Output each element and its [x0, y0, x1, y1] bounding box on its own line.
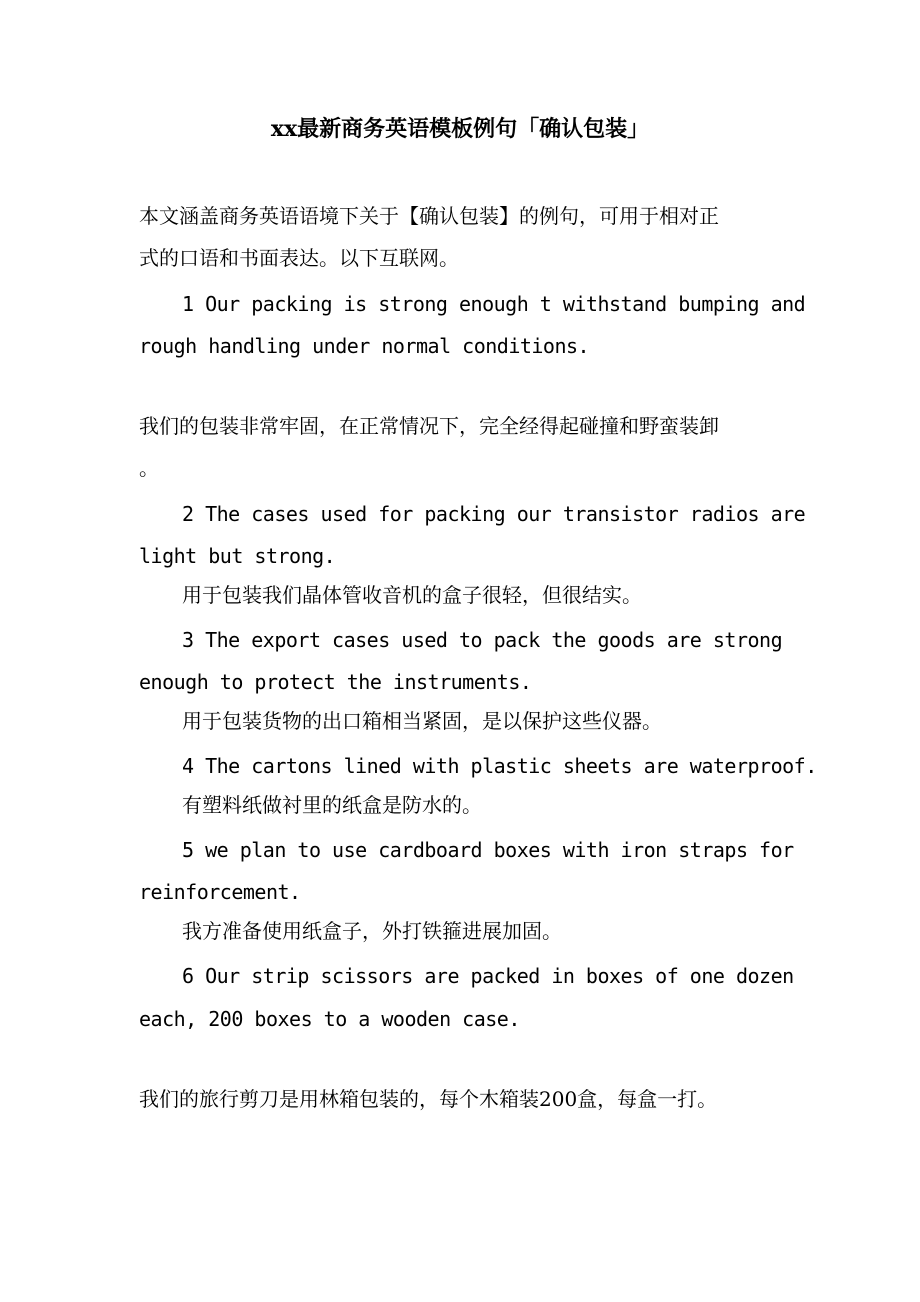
example-sentence-en: 2 The cases used for packing our transistor radios are [182, 502, 806, 526]
example-translation-zh: 我们的包装非常牢固，在正常情况下，完全经得起碰撞和野蛮装卸 [139, 414, 719, 438]
example-sentence-en: 1 Our packing is strong enough t withstand bumping and [182, 292, 806, 316]
example-sentence-en: 4 The cartons lined with plastic sheets are waterproof. [182, 754, 817, 778]
example-translation-zh: 我们的旅行剪刀是用林箱包装的，每个木箱装200盒，每盒一打。 [139, 1087, 718, 1111]
example-sentence-en: rough handling under normal conditions. [139, 334, 590, 358]
intro-line: 本文涵盖商务英语语境下关于【确认包装】的例句，可用于相对正 [139, 204, 719, 228]
example-sentence-en: 5 we plan to use cardboard boxes with iron straps for [182, 838, 794, 862]
example-translation-zh: 我方准备使用纸盒子，外打铁箍进展加固。 [182, 919, 562, 943]
example-translation-zh: 。 [139, 456, 159, 480]
example-sentence-en: 6 Our strip scissors are packed in boxes of one dozen [182, 964, 794, 988]
example-sentence-en: 3 The export cases used to pack the goods are strong [182, 628, 783, 652]
example-sentence-en: each, 200 boxes to a wooden case. [139, 1007, 520, 1031]
document-title: xx最新商务英语模板例句「确认包装」 [270, 116, 650, 142]
example-translation-zh: 用于包装我们晶体管收音机的盒子很轻，但很结实。 [182, 583, 642, 607]
example-sentence-en: light but strong. [139, 544, 336, 568]
example-sentence-en: reinforcement. [139, 880, 301, 904]
example-translation-zh: 有塑料纸做衬里的纸盒是防水的。 [182, 793, 482, 817]
example-sentence-en: enough to protect the instruments. [139, 670, 532, 694]
intro-line: 式的口语和书面表达。以下互联网。 [139, 246, 459, 270]
example-translation-zh: 用于包装货物的出口箱相当紧固，是以保护这些仪器。 [182, 709, 662, 733]
